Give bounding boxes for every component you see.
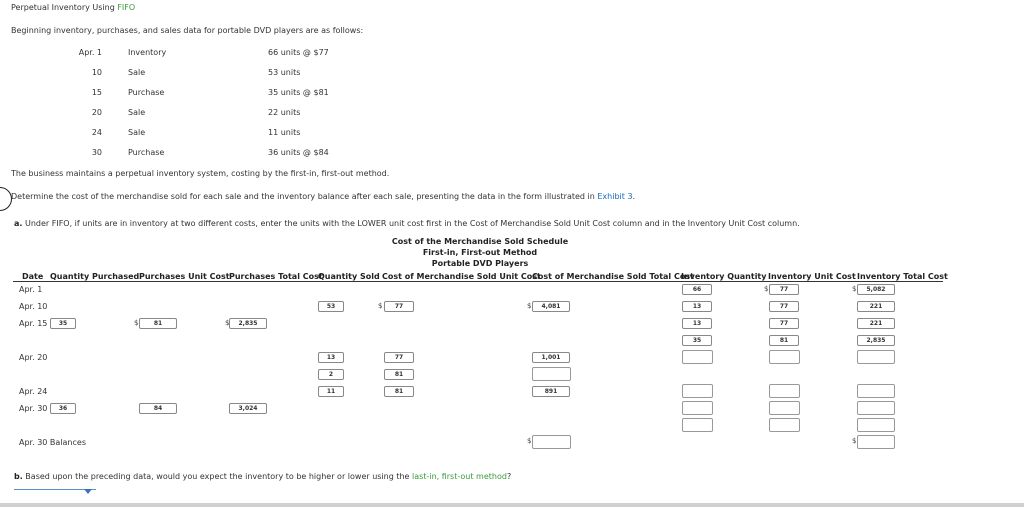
- apr24-cms-unit-cost[interactable]: 81: [384, 386, 414, 397]
- apr10-quantity-sold[interactable]: 53: [318, 301, 344, 312]
- apr30-inventory-unit-cost[interactable]: [769, 418, 800, 432]
- apr20-quantity-sold[interactable]: 2: [318, 369, 344, 380]
- apr30-purchases-total-cost[interactable]: 3,024: [229, 403, 267, 414]
- apr30-inventory-unit-cost[interactable]: [769, 401, 800, 415]
- apr20-quantity-sold[interactable]: 13: [318, 352, 344, 363]
- col-cms-unit-cost: Cost of Merchandise Sold Unit Cost: [382, 272, 541, 281]
- apr30-inventory-total-cost[interactable]: [857, 418, 895, 432]
- apr30-purchases-unit-cost[interactable]: 84: [139, 403, 177, 414]
- apr15-inventory-total-cost[interactable]: 221: [857, 318, 895, 329]
- apr30-quantity-purchased[interactable]: 36: [50, 403, 76, 414]
- header-divider: [13, 281, 943, 282]
- dollar-sign: $: [378, 302, 383, 310]
- apr10-inventory-total-cost[interactable]: 221: [857, 301, 895, 312]
- apr10-cms-unit-cost[interactable]: 77: [384, 301, 414, 312]
- row-date: Apr. 15: [19, 319, 48, 328]
- col-quantity-sold: Quantity Sold: [318, 272, 380, 281]
- apr15-inventory-unit-cost[interactable]: 77: [769, 318, 799, 329]
- row-date: Apr. 30: [19, 404, 48, 413]
- dollar-sign: $: [134, 319, 139, 327]
- apr20-cms-unit-cost[interactable]: 81: [384, 369, 414, 380]
- apr20-inventory-quantity[interactable]: [682, 350, 713, 364]
- dollar-sign: $: [527, 302, 532, 310]
- method-text: The business maintains a perpetual inventory system, costing by the first-in, first-out method.: [11, 169, 390, 178]
- lifo-link[interactable]: last-in, first-out method: [412, 472, 507, 481]
- schedule-method: First-in, First-out Method: [422, 248, 538, 257]
- col-cms-total-cost: Cost of Merchandise Sold Total Cost: [532, 272, 694, 281]
- apr1-inventory-quantity[interactable]: 66: [682, 284, 712, 295]
- apr20-cms-total-cost[interactable]: 1,001: [532, 352, 570, 363]
- apr24-cms-total-cost[interactable]: 891: [532, 386, 570, 397]
- apr30-inventory-quantity[interactable]: [682, 401, 713, 415]
- row-date: Apr. 1: [19, 285, 43, 294]
- page-title: Perpetual Inventory Using FIFO: [11, 3, 136, 12]
- dollar-sign: $: [225, 319, 230, 327]
- col-quantity-purchased: Quantity Purchased: [50, 272, 140, 281]
- balance-cms-total-cost[interactable]: [532, 435, 571, 449]
- dollar-sign: $: [527, 437, 532, 445]
- col-inventory-total-cost: Inventory Total Cost: [857, 272, 948, 281]
- apr20-cms-unit-cost[interactable]: 77: [384, 352, 414, 363]
- part-a-instructions: a. Under FIFO, if units are in inventory at two different costs, enter the units with the LOWER unit cost first in the Cost of Merchandise Sold Unit Cost column and in the Inventory Unit Cost column.: [14, 219, 800, 228]
- apr1-inventory-total-cost[interactable]: 5,082: [857, 284, 895, 295]
- col-inventory-unit-cost: Inventory Unit Cost: [768, 272, 856, 281]
- apr15-quantity-purchased[interactable]: 35: [50, 318, 76, 329]
- apr15-purchases-unit-cost[interactable]: 81: [139, 318, 177, 329]
- col-purchases-unit-cost: Purchases Unit Cost: [139, 272, 230, 281]
- schedule-product: Portable DVD Players: [431, 259, 529, 268]
- row-date: Apr. 30 Balances: [19, 438, 86, 447]
- schedule-title: Cost of the Merchandise Sold Schedule: [391, 237, 569, 246]
- balance-inventory-total-cost[interactable]: [857, 435, 895, 449]
- col-inventory-quantity: Inventory Quantity: [681, 272, 767, 281]
- instructions-text: Determine the cost of the merchandise sold for each sale and the inventory balance after each sale, presenting the data in the form illustrated in Exhibit 3.: [11, 192, 636, 201]
- apr24-inventory-unit-cost[interactable]: [769, 384, 800, 398]
- apr24-inventory-quantity[interactable]: [682, 384, 713, 398]
- apr30-inventory-total-cost[interactable]: [857, 401, 895, 415]
- apr10-cms-total-cost[interactable]: 4,081: [532, 301, 570, 312]
- col-date: Date: [22, 272, 44, 281]
- apr15-inventory-unit-cost[interactable]: 81: [769, 335, 799, 346]
- apr20-inventory-unit-cost[interactable]: [769, 350, 800, 364]
- exhibit-link[interactable]: Exhibit 3: [597, 192, 633, 201]
- apr20-inventory-total-cost[interactable]: [857, 350, 895, 364]
- apr10-inventory-quantity[interactable]: 13: [682, 301, 712, 312]
- apr20-cms-total-cost[interactable]: [532, 367, 571, 381]
- col-purchases-total-cost: Purchases Total Cost: [229, 272, 323, 281]
- intro-text: Beginning inventory, purchases, and sales data for portable DVD players are as follows:: [11, 26, 364, 35]
- apr1-inventory-unit-cost[interactable]: 77: [769, 284, 799, 295]
- bottom-scrollbar: [0, 503, 1024, 507]
- dollar-sign: $: [764, 285, 769, 293]
- apr24-inventory-total-cost[interactable]: [857, 384, 895, 398]
- apr15-purchases-total-cost[interactable]: 2,835: [229, 318, 267, 329]
- apr10-inventory-unit-cost[interactable]: 77: [769, 301, 799, 312]
- chevron-down-icon[interactable]: [84, 489, 92, 494]
- apr15-inventory-quantity[interactable]: 35: [682, 335, 712, 346]
- part-b-question: b. Based upon the preceding data, would you expect the inventory to be higher or lower using the last-in, first-out method?: [14, 472, 512, 481]
- row-date: Apr. 10: [19, 302, 48, 311]
- apr30-inventory-quantity[interactable]: [682, 418, 713, 432]
- row-date: Apr. 20: [19, 353, 48, 362]
- dollar-sign: $: [852, 437, 857, 445]
- row-date: Apr. 24: [19, 387, 48, 396]
- apr15-inventory-quantity[interactable]: 13: [682, 318, 712, 329]
- fifo-link[interactable]: FIFO: [117, 3, 136, 12]
- apr24-quantity-sold[interactable]: 11: [318, 386, 344, 397]
- dollar-sign: $: [852, 285, 857, 293]
- apr15-inventory-total-cost[interactable]: 2,835: [857, 335, 895, 346]
